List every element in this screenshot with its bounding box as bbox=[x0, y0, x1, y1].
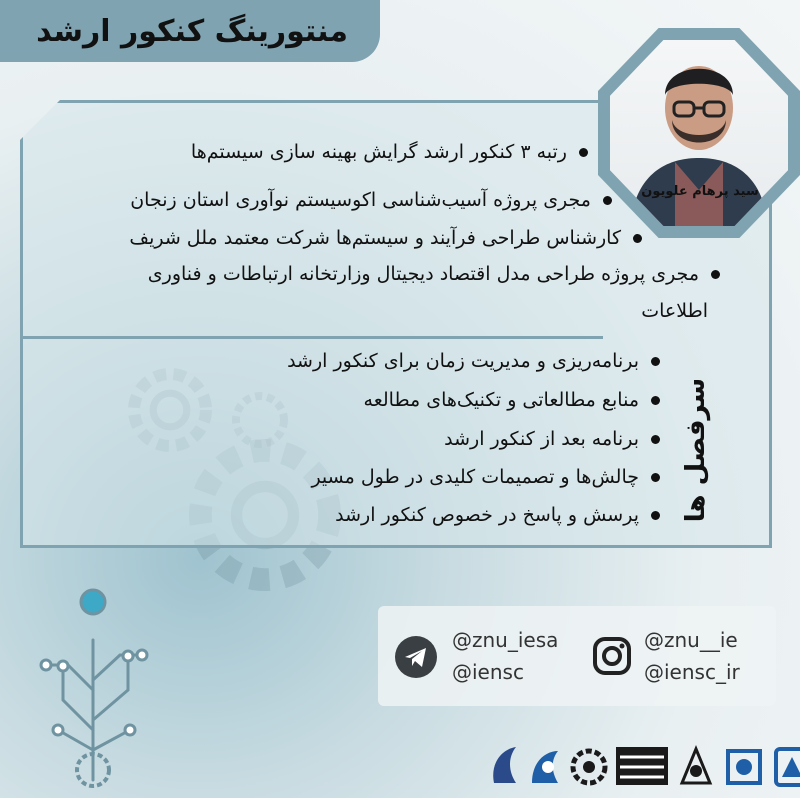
bullet-icon bbox=[603, 196, 612, 205]
instagram-icon[interactable] bbox=[592, 636, 632, 676]
speaker-name: سید پرهام علویون bbox=[641, 184, 759, 199]
section-divider bbox=[23, 336, 603, 339]
bullet-icon bbox=[651, 435, 660, 444]
topic-item: چالش‌ها و تصمیمات کلیدی در طول مسیر bbox=[311, 466, 660, 488]
instagram-handle[interactable]: @iensc_ir bbox=[644, 660, 740, 684]
bio-item: کارشناس طراحی فرآیند و سیستم‌ها شرکت معتمد ملل شریف bbox=[129, 229, 642, 248]
page-title: منتورینگ کنکور ارشد bbox=[36, 13, 348, 49]
bullet-icon bbox=[633, 234, 642, 243]
logo-icon bbox=[528, 743, 562, 789]
topics-heading: سرفصل ها bbox=[681, 377, 711, 523]
topic-item: برنامه‌ریزی و مدیریت زمان برای کنکور ارشد bbox=[287, 350, 660, 372]
bio-item: مجری پروژه آسیب‌شناسی اکوسیستم نوآوری استان زنجان bbox=[130, 191, 612, 210]
telegram-handle[interactable]: @iensc bbox=[452, 660, 524, 684]
bio-item-continuation: اطلاعات bbox=[641, 300, 708, 322]
logo-icon bbox=[488, 743, 522, 789]
bullet-icon bbox=[711, 270, 720, 279]
bullet-icon bbox=[651, 396, 660, 405]
bio-item: رتبه ۳ کنکور ارشد گرایش بهینه سازی سیستم‌ها bbox=[191, 143, 588, 162]
bio-item: مجری پروژه طراحی مدل اقتصاد دیجیتال وزارتخانه ارتباطات و فناوری bbox=[148, 265, 720, 284]
telegram-handle[interactable]: @znu_iesa bbox=[452, 628, 559, 652]
bullet-icon bbox=[579, 148, 588, 157]
logo-icon bbox=[570, 743, 608, 789]
bullet-icon bbox=[651, 357, 660, 366]
logo-icon bbox=[614, 743, 670, 789]
logo-icon bbox=[772, 743, 800, 789]
bullet-icon bbox=[651, 473, 660, 482]
instagram-handle[interactable]: @znu__ie bbox=[644, 628, 738, 652]
bullet-icon bbox=[651, 511, 660, 520]
telegram-icon[interactable] bbox=[395, 636, 437, 678]
topic-item: منابع مطالعاتی و تکنیک‌های مطالعه bbox=[364, 389, 660, 411]
topic-item: پرسش و پاسخ در خصوص کنکور ارشد bbox=[335, 504, 660, 526]
partner-logos bbox=[488, 740, 800, 792]
logo-icon bbox=[724, 743, 764, 789]
social-box bbox=[378, 606, 776, 706]
circuit-tree-illustration bbox=[28, 580, 158, 790]
logo-icon bbox=[676, 743, 716, 789]
header-banner bbox=[0, 0, 380, 62]
topic-item: برنامه بعد از کنکور ارشد bbox=[444, 428, 660, 450]
